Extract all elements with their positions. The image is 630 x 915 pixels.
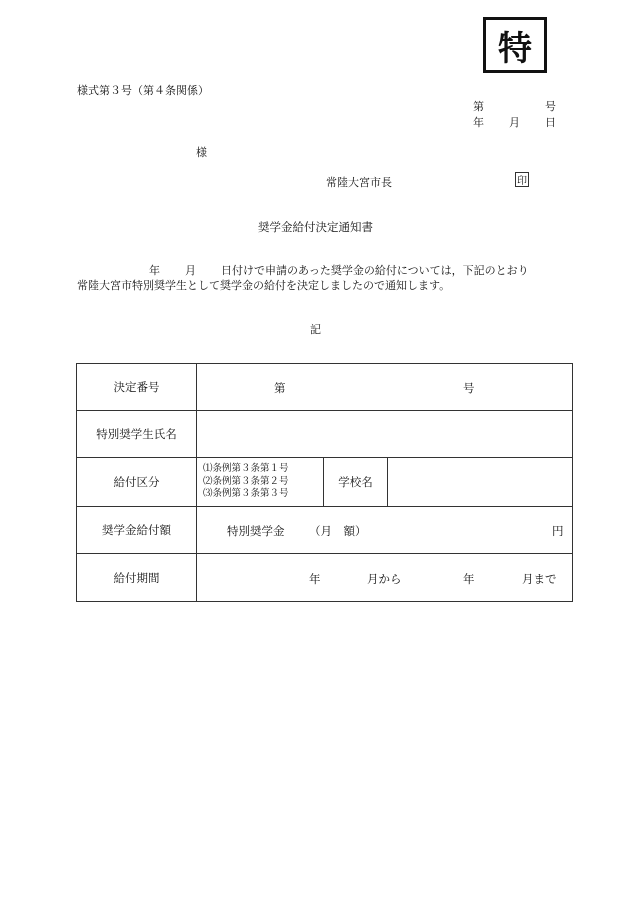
table-row: [77, 458, 573, 507]
date-year: 年: [473, 116, 484, 129]
period-from: 月から: [367, 571, 402, 586]
ki-mark: 記: [310, 323, 321, 336]
table-row: [77, 364, 573, 411]
seal-mark: 印: [515, 172, 529, 187]
category-option-2: ⑵条例第３条第２号: [203, 475, 289, 487]
doc-number-dai: 第: [473, 100, 484, 113]
period-to: 月まで: [522, 571, 557, 586]
period-year-2: 年: [463, 571, 475, 586]
body-year: 年: [149, 264, 160, 277]
document-title: 奨学金給付決定通知書: [258, 220, 373, 234]
decision-number-value[interactable]: [197, 364, 573, 411]
issuer-name: 常陸大宮市長: [326, 176, 392, 189]
period-value[interactable]: [197, 554, 573, 602]
category-label: 給付区分: [77, 458, 197, 507]
student-name-value[interactable]: [197, 411, 573, 458]
doc-number-go: 号: [545, 100, 556, 113]
body-month: 月: [185, 264, 196, 277]
amount-value[interactable]: [197, 507, 573, 554]
student-name-label: 特別奨学生氏名: [77, 411, 197, 458]
details-table: [76, 363, 573, 602]
amount-monthly: （月 額）: [309, 524, 367, 538]
body-line2: 常陸大宮市特別奨学生として奨学金の給付を決定しましたので通知します。: [77, 279, 451, 292]
body-line1: 日付けで申請のあった奨学金の給付については，下記のとおり: [221, 264, 529, 277]
category-option-3: ⑶条例第３条第３号: [203, 488, 289, 500]
special-badge: 特: [483, 17, 547, 73]
amount-prefix: 特別奨学金: [227, 524, 285, 538]
decision-number-label: 決定番号: [77, 364, 197, 411]
table-row: [77, 507, 573, 554]
amount-label: 奨学金給付額: [77, 507, 197, 554]
table-row: [77, 554, 573, 602]
table-row: [77, 411, 573, 458]
category-option-1: ⑴条例第３条第１号: [203, 463, 289, 475]
decision-number-dai: 第: [274, 381, 286, 395]
date-month: 月: [509, 116, 520, 129]
decision-number-go: 号: [463, 381, 475, 395]
date-day: 日: [545, 116, 556, 129]
period-year-1: 年: [309, 571, 321, 586]
amount-unit: 円: [552, 524, 564, 538]
school-name-value[interactable]: [388, 458, 573, 507]
period-label: 給付期間: [77, 554, 197, 602]
addressee-suffix: 様: [196, 146, 207, 159]
category-options[interactable]: [197, 458, 324, 507]
school-name-label: 学校名: [324, 458, 388, 507]
form-number: 様式第３号（第４条関係）: [77, 84, 209, 97]
